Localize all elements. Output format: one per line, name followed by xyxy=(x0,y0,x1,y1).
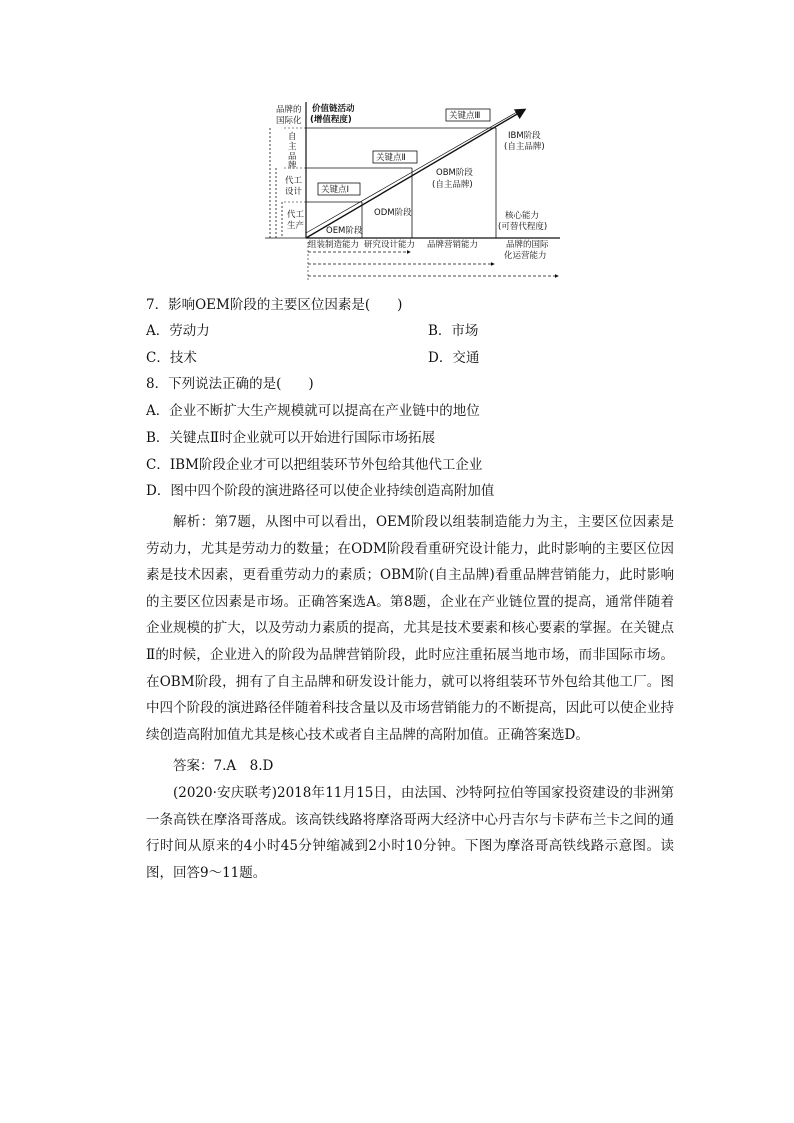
q8-option-d: D．图中四个阶段的演进路径可以使企业持续创造高附加值 xyxy=(146,483,495,499)
value-chain-diagram xyxy=(262,98,562,284)
q8-option-c: C．IBM阶段企业才可以把组装环节外包给其他代工企业 xyxy=(146,457,483,473)
value-chain-subtitle: (增值程度) xyxy=(310,115,352,125)
q7-option-b: B．市场 xyxy=(428,323,479,339)
level-brand-2: 主 xyxy=(288,142,297,152)
q7-option-c: C．技术 xyxy=(146,350,197,366)
intro-text: (2020·安庆联考)2018年11月15日，由法国、沙特阿拉伯等国家投资建设的非洲第一条高铁在摩洛哥落成。该高铁线路将摩洛哥两大经济中心丹吉尔与卡萨布兰卡之间的通行时间从原来的4小时45分钟缩减到2小时10分钟。下图为摩洛哥高铁线路示意图。读图，回答9～11题。 xyxy=(146,785,674,881)
stage-obm: OBM阶段 xyxy=(436,168,473,178)
level-brand-1: 自 xyxy=(288,132,297,142)
core-capability: 核心能力 xyxy=(505,211,540,221)
value-chain-svg xyxy=(262,98,562,284)
keypoint-1: 关键点Ⅰ xyxy=(321,185,350,195)
level-brand-3: 品 xyxy=(288,152,297,162)
level-oem-2: 生产 xyxy=(287,221,305,231)
analysis-text: 解析：第7题，从图中可以看出，OEM阶段以组装制造能力为主，主要区位因素是劳动力，尤其是劳动力的数量；在ODM阶段看重研究设计能力，此时影响的主要区位因素是技术因素，更看重劳动力的素质；OBM阶(自主品牌)看重品牌营销能力，此时影响的主要区位因素是市场。正确答案选A。第8题，企业在产业链位置的提高，通常伴随着企业规模的扩大，以及劳动力素质的提高，尤其是技术要素和核心要素的掌握。在关键点Ⅱ的时候，企业进入的阶段为品牌营销阶段，此时应注重拓展当地市场，而非国际市场。在OBM阶段，拥有了自主品牌和研发设计能力，就可以将组装环节外包给其他工厂。图中四个阶段的演进路径伴随着科技含量以及市场营销能力的不断提高，因此可以使企业持续创造高附加值尤其是核心技术或者自主品牌的高附加值。正确答案选D。 xyxy=(146,514,674,743)
y-axis-title-part1: 品牌的 xyxy=(276,105,302,115)
stage-ibm-note: (自主品牌) xyxy=(504,142,545,152)
q7-stem: 7．影响OEM阶段的主要区位因素是( ) xyxy=(146,297,403,313)
value-chain-title: 价值链活动 xyxy=(312,104,355,114)
stage-ibm: IBM阶段 xyxy=(508,131,541,141)
core-capability-note: (可替代程度) xyxy=(498,222,548,232)
level-odm-1: 代工 xyxy=(285,176,303,186)
q7-option-a: A．劳动力 xyxy=(146,323,210,339)
x-label-assembly: 组装制造能力 xyxy=(308,240,360,250)
stage-odm: ODM阶段 xyxy=(374,208,412,218)
x-label-intl-2: 化运营能力 xyxy=(504,251,547,261)
q7-option-d: D．交通 xyxy=(428,350,480,366)
stage-oem: OEM阶段 xyxy=(326,226,363,236)
q8-option-a: A．企业不断扩大生产规模就可以提高在产业链中的地位 xyxy=(146,403,480,419)
keypoint-3: 关键点Ⅲ xyxy=(449,111,481,121)
intro-paragraph xyxy=(146,780,674,886)
answer-line: 答案：7.A 8.D xyxy=(173,758,274,774)
x-label-intl-1: 品牌的国际 xyxy=(506,240,549,250)
keypoint-2: 关键点Ⅱ xyxy=(376,153,406,163)
level-oem-1: 代工 xyxy=(287,210,305,220)
x-label-research: 研究设计能力 xyxy=(364,240,416,250)
x-label-marketing: 品牌营销能力 xyxy=(427,240,479,250)
q8-option-b: B．关键点Ⅱ时企业就可以开始进行国际市场拓展 xyxy=(146,430,436,446)
analysis-paragraph xyxy=(146,509,674,748)
stage-obm-note: (自主品牌) xyxy=(432,180,473,190)
y-axis-title-part2: 国际化 xyxy=(276,116,302,126)
level-brand-4: 牌 xyxy=(288,161,297,171)
level-odm-2: 设计 xyxy=(285,187,303,197)
q8-stem: 8．下列说法正确的是( ) xyxy=(146,376,314,392)
